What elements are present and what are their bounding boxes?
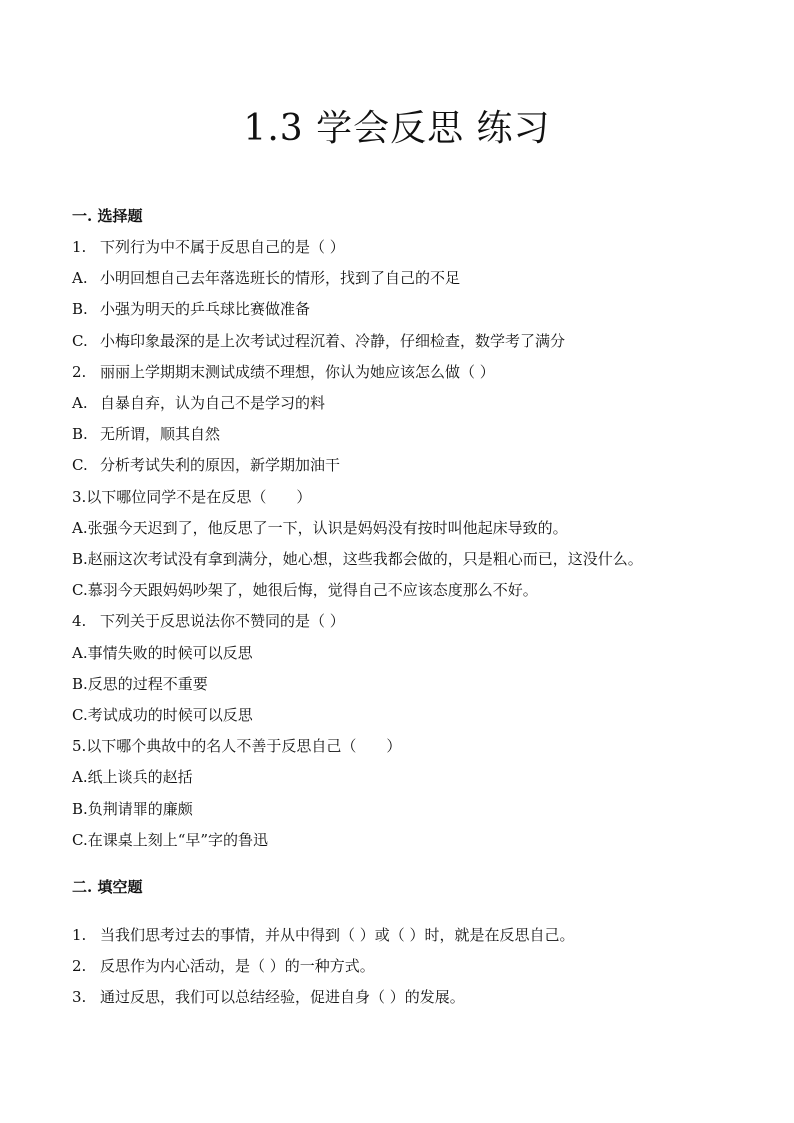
question-text: 5.以下哪个典故中的名人不善于反思自己（ ）	[72, 737, 402, 756]
question-prefix: B.	[72, 425, 88, 444]
question-text: 分析考试失利的原因，新学期加油干	[100, 456, 341, 475]
question-prefix: A.	[72, 394, 88, 412]
question-prefix: 2.	[72, 362, 87, 381]
question-text: 反思作为内心活动，是（ ）的一种方式。	[100, 957, 375, 975]
question-text: 下列关于反思说法你不赞同的是（ ）	[100, 612, 345, 631]
question-line	[72, 704, 253, 725]
question-line	[72, 579, 538, 600]
question-line	[72, 517, 568, 538]
question-line	[72, 392, 325, 413]
section-heading-choice: 一. 选择题	[72, 207, 143, 225]
question-text: A.事情失败的时候可以反思	[72, 643, 253, 662]
question-text: B.赵丽这次考试没有拿到满分，她心想，这些我都会做的，只是粗心而已，这没什么。	[72, 550, 643, 568]
question-line	[72, 236, 345, 257]
question-text: A.纸上谈兵的赵括	[72, 768, 193, 787]
question-line	[72, 423, 220, 444]
question-line	[72, 955, 375, 976]
question-text: 丽丽上学期期末测试成绩不理想，你认为她应该怎么做（ ）	[100, 362, 495, 381]
question-prefix: B.	[72, 300, 88, 319]
question-text: 3.以下哪位同学不是在反思（ ）	[72, 487, 312, 506]
question-prefix: 2.	[72, 957, 87, 975]
question-text: B.反思的过程不重要	[72, 674, 208, 693]
question-line	[72, 829, 268, 850]
question-prefix: A.	[72, 269, 88, 288]
question-line	[72, 486, 311, 507]
question-prefix: 3.	[72, 988, 87, 1006]
page-title: 1.3 学会反思 练习	[243, 108, 551, 149]
question-line	[72, 642, 253, 663]
question-line	[72, 798, 193, 819]
question-line	[72, 735, 401, 756]
question-line	[72, 267, 460, 288]
question-prefix: 1.	[72, 926, 87, 944]
question-line	[72, 454, 340, 475]
question-prefix: 1.	[72, 238, 87, 256]
question-prefix: C.	[72, 456, 88, 475]
question-line	[72, 330, 565, 351]
question-line	[72, 298, 310, 319]
question-prefix: 4.	[72, 612, 87, 631]
question-line	[72, 924, 575, 945]
question-text: 无所谓，顺其自然	[100, 425, 221, 444]
question-line	[72, 766, 193, 787]
question-text: 通过反思，我们可以总结经验，促进自身（ ）的发展。	[100, 988, 465, 1006]
question-line	[72, 986, 465, 1007]
question-text: C.慕羽今天跟妈妈吵架了，她很后悔，觉得自己不应该态度那么不好。	[72, 581, 538, 600]
question-line	[72, 361, 495, 382]
question-text: 自暴自弃，认为自己不是学习的料	[100, 394, 326, 412]
question-text: 小明回想自己去年落选班长的情形，找到了自己的不足	[100, 269, 461, 288]
question-line	[72, 673, 208, 694]
question-line	[72, 548, 643, 569]
question-text: 小梅印象最深的是上次考试过程沉着、冷静，仔细检查，数学考了满分	[100, 331, 566, 350]
question-text: B.负荆请罪的廉颇	[72, 799, 193, 818]
question-text: A.张强今天迟到了，他反思了一下，认识是妈妈没有按时叫他起床导致的。	[72, 518, 568, 537]
question-text: 小强为明天的乒乓球比赛做准备	[100, 300, 311, 319]
question-text: C.考试成功的时候可以反思	[72, 706, 253, 724]
section-heading-fill: 二. 填空题	[72, 878, 143, 896]
question-line	[72, 610, 345, 631]
question-prefix: C.	[72, 331, 88, 350]
question-text: C.在课桌上刻上“早”字的鲁迅	[72, 830, 269, 849]
question-text: 当我们思考过去的事情，并从中得到（ ）或（ ）时，就是在反思自己。	[100, 926, 575, 944]
question-text: 下列行为中不属于反思自己的是（ ）	[100, 238, 345, 256]
